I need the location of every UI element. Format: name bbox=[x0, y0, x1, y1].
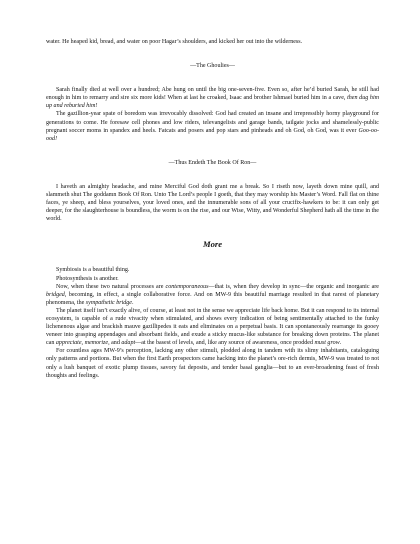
paragraph: Photosynthesis is another. bbox=[56, 275, 119, 282]
section-title: More bbox=[202, 239, 223, 250]
text-run: The planet itself isn’t exactly alive, of course, at least not in the sense we appreciate life back home. But it can respond to its internal ecosystem, is capable of a rude vivacity when stimulated, and shows every indication of being sentimentally attached to the funky lichenenous algae and brackish mauve gazillipedes it eats and eliminates on a perpetual basis. It can spontaneously rearrange its gooey veneer into grasping appendages and absorbant fields, and exude a sticky mucus-like substance for breaking down proteins. The planet can bbox=[46, 307, 379, 347]
paragraph: I haveth an almighty headache, and mine Merciful God doth grant me a break. So I riseth now, layeth down mine quill, and slammeth shut The goddamn Book Of Ron. Unto The Lord’s people I goeth, that they may worship his Master’s Word. Fall flat on thine faces, ye sheep, and bless yourselves, your loved ones, and the innumerable sons of all your crucifix-hawkers to be: it can only get deeper, for the slaughterhouse is boundless, the worm is on the rise, and our Wise, Witty, and Wonderful Shepherd hath all the time in the world. bbox=[46, 183, 379, 223]
paragraph bbox=[46, 110, 379, 142]
paragraph bbox=[46, 307, 379, 347]
italic-text: Goo-oo-ood! bbox=[46, 127, 379, 142]
section-separator: —Thus Endeth The Book Of Ron— bbox=[168, 159, 257, 166]
paragraph bbox=[46, 86, 379, 110]
paragraph: For countless ages MW-9’s perception, lacking any other stimuli, plodded along in tandem with its slimy inhabitants, cataloguing only patterns and portions. But when the first Earth prospectors came hacking into the planet’s ore-rich dermis, MW-9 was treated to not only a lush banquet of exotic plump tissues, savory fat deposits, and tender basal ganglia—but to an ever-broadening feast of fresh thoughts and feelings. bbox=[46, 348, 379, 379]
italic-text: memorize bbox=[84, 340, 109, 347]
italic-text: contemporaneous bbox=[165, 283, 209, 290]
italic-text: must grow bbox=[314, 340, 340, 347]
text-run: . bbox=[339, 340, 342, 347]
text-run: —that is, when they develop in sync—the organic and inorganic are bbox=[208, 283, 379, 290]
italic-text: appreciate bbox=[55, 340, 82, 347]
italic-text: sympathetic bridge bbox=[85, 299, 132, 306]
text-run: . bbox=[131, 299, 134, 306]
text-run: , and bbox=[108, 340, 122, 347]
section-separator: —The Ghoulies— bbox=[190, 63, 235, 70]
paragraph: water. He heaped kid, bread, and water on poor Hagar’s shoulders, and kicked her out into the wilderness. bbox=[46, 39, 303, 45]
text-run: Now, when these two natural processes are bbox=[56, 283, 166, 290]
italic-text: then dug him up and reburied him! bbox=[46, 95, 379, 110]
text-run: Sarah finally died at well over a hundred; Abe hung on until the big one-seven-five. Even so, after he’d buried Sarah, he still had enough in him to remarry and sire six more kids! When at last he croaked, Isaac and brother Ishmael buried him in a cave, bbox=[46, 87, 379, 102]
paragraph: Symbiosis is a beautiful thing. bbox=[56, 267, 130, 274]
text-run: The gazillion-year spate of boredom was irrevocably dissolved: God had created an insane and irrepressibly horny playground for generations to come. He foresaw cell phones and low riders, televangelists and garage bands, tailgate jocks and shamelessly-public pregnant soccer moms in spandex and heels. Fatcats and posers and pop stars and pinheads and oh God, oh God, was it ever bbox=[46, 111, 379, 134]
italic-text: bridged bbox=[46, 291, 65, 298]
text-run: —at the basest of levels, and, like any source of awareness, once prodded bbox=[135, 340, 315, 347]
text-run: , bbox=[81, 340, 85, 347]
italic-text: adapt bbox=[121, 340, 136, 347]
text-run: , becoming, in effect, a single collaborative force. And on MW-9 this beautiful marriage resulted in that rarest of planetary phenomena, the bbox=[46, 291, 379, 306]
paragraph bbox=[46, 283, 379, 307]
